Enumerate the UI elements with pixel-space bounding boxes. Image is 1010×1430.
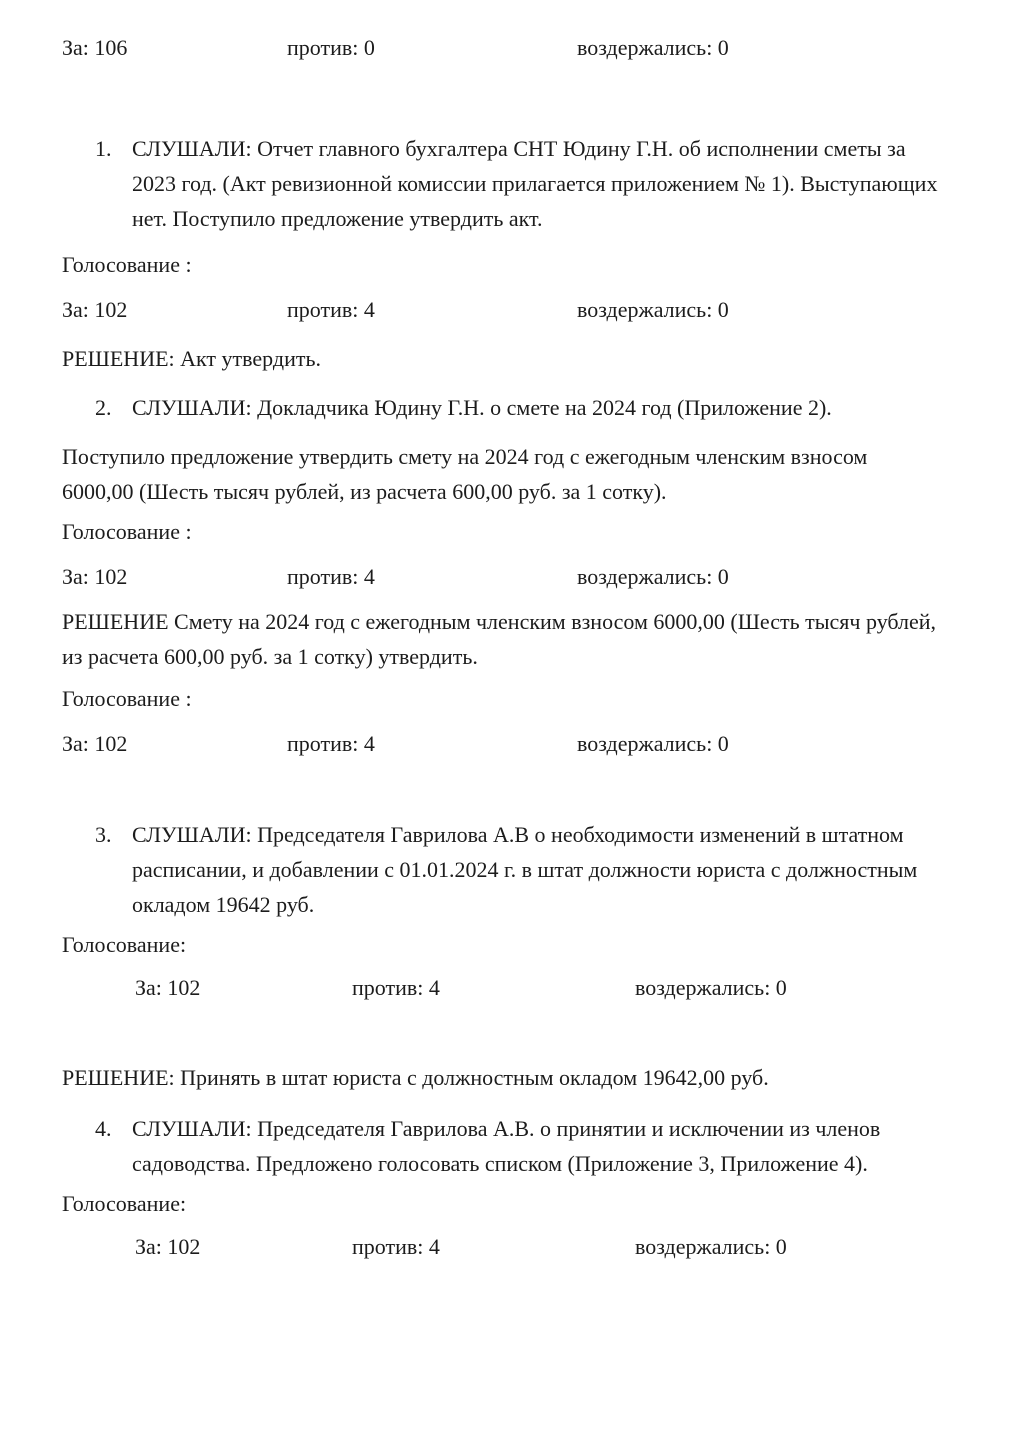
voting-label-2: Голосование : (62, 519, 192, 544)
vote-against: против: 4 (287, 297, 375, 322)
agenda-item-number: 2. (95, 395, 112, 420)
agenda-item-text: СЛУШАЛИ: Председателя Гаврилова А.В о необходимости изменений в штатном расписании, и добавлении с 01.01.2024 г. в штат должности юриста с должностным окладом 19642 руб. (132, 822, 918, 917)
vote-against: против: 4 (352, 1234, 440, 1259)
agenda-item-number: 4. (95, 1116, 112, 1141)
vote-against: против: 4 (352, 975, 440, 1000)
voting-label-4: Голосование: (62, 932, 187, 957)
vote-line-item3 (135, 973, 940, 1003)
agenda-item-number: 3. (95, 822, 112, 847)
voting-label-5: Голосование: (62, 1191, 187, 1216)
vote-against: против: 4 (287, 564, 375, 589)
vote-abstained: воздержались: 0 (577, 297, 729, 322)
vote-line-item4 (135, 1232, 940, 1262)
vote-for: За: 102 (135, 975, 201, 1000)
vote-line-header (62, 33, 940, 63)
vote-abstained: воздержались: 0 (577, 35, 729, 60)
vote-abstained: воздержались: 0 (577, 564, 729, 589)
vote-line-item1 (62, 295, 940, 325)
agenda-item-1 (95, 131, 940, 236)
voting-label-3: Голосование : (62, 686, 192, 711)
vote-for: За: 102 (62, 731, 128, 756)
vote-abstained: воздержались: 0 (635, 975, 787, 1000)
vote-for: За: 102 (62, 564, 128, 589)
vote-against: против: 4 (287, 731, 375, 756)
vote-for: За: 106 (62, 35, 128, 60)
decision-3: РЕШЕНИЕ: Принять в штат юриста с должностным окладом 19642,00 руб. (62, 1065, 769, 1090)
agenda-item-number: 1. (95, 136, 112, 161)
agenda-item-text: СЛУШАЛИ: Председателя Гаврилова А.В. о принятии и исключении из членов садоводства. Предложено голосовать списком (Приложение 3, Приложение 4). (132, 1116, 881, 1176)
vote-for: За: 102 (62, 297, 128, 322)
vote-line-decision2 (62, 729, 940, 759)
decision-2: РЕШЕНИЕ Смету на 2024 год с ежегодным членским взносом 6000,00 (Шесть тысяч рублей, из расчета 600,00 руб. за 1 сотку) утвердить. (62, 609, 937, 669)
vote-abstained: воздержались: 0 (635, 1234, 787, 1259)
agenda-item-4 (95, 1111, 940, 1181)
agenda-item-text: СЛУШАЛИ: Докладчика Юдину Г.Н. о смете на 2024 год (Приложение 2). (132, 395, 832, 420)
proposal-2: Поступило предложение утвердить смету на 2024 год с ежегодным членским взносом 6000,00 (Шесть тысяч рублей, из расчета 600,00 руб. за 1 сотку). (62, 444, 868, 504)
decision-1: РЕШЕНИЕ: Акт утвердить. (62, 346, 321, 371)
agenda-item-2 (95, 390, 940, 425)
vote-abstained: воздержались: 0 (577, 731, 729, 756)
agenda-item-text: СЛУШАЛИ: Отчет главного бухгалтера СНТ Юдину Г.Н. об исполнении сметы за 2023 год. (Акт ревизионной комиссии прилагается приложением № 1). Выступающих нет. Поступило предложение утвердить акт. (132, 136, 938, 231)
vote-line-item2 (62, 562, 940, 592)
vote-for: За: 102 (135, 1234, 201, 1259)
voting-label-1: Голосование : (62, 252, 192, 277)
agenda-item-3 (95, 817, 940, 922)
vote-against: против: 0 (287, 35, 375, 60)
